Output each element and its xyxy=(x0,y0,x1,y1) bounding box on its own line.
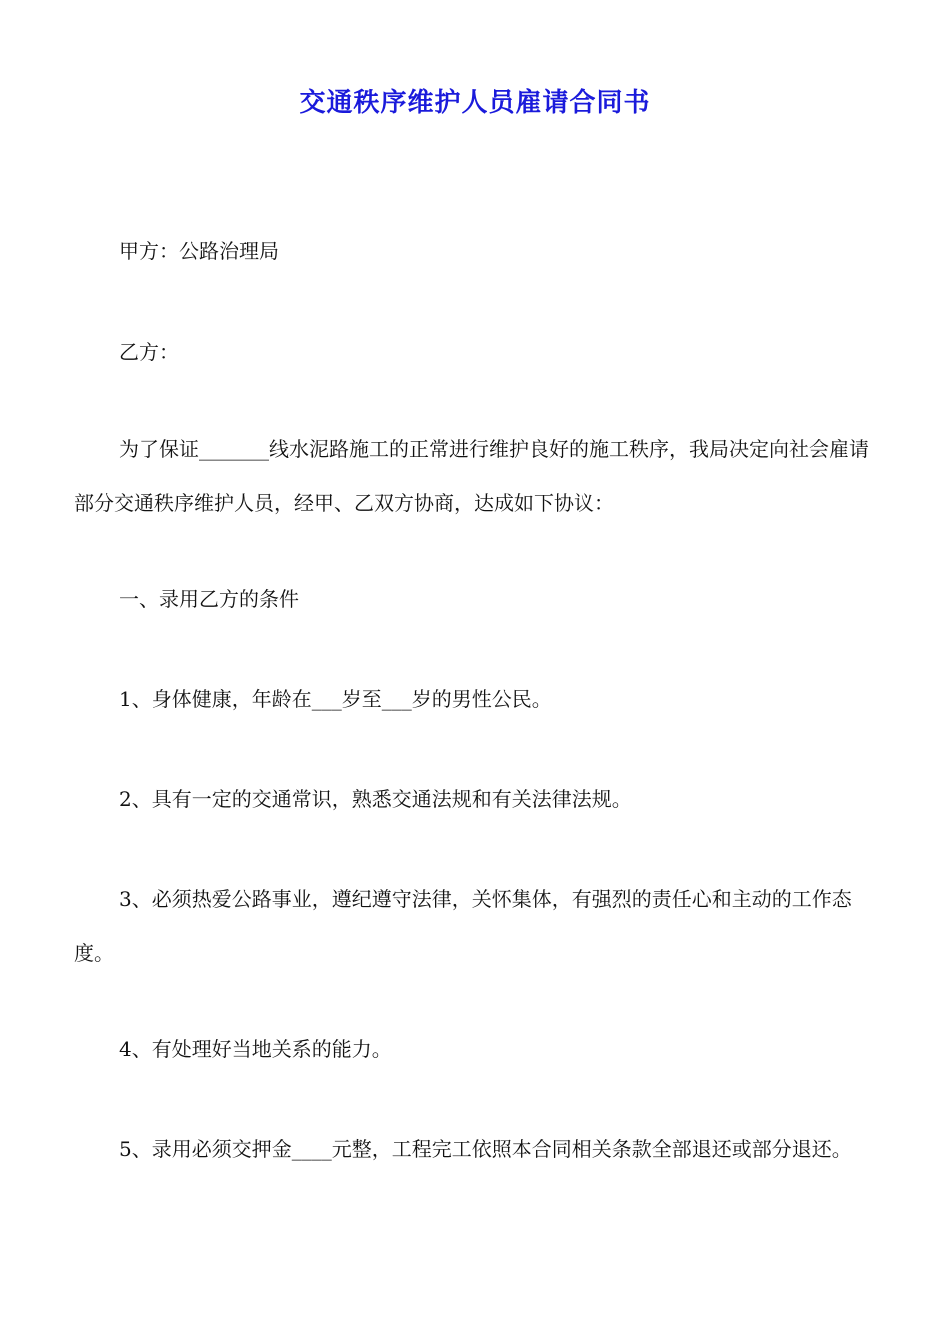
intro-paragraph: 为了保证_______线水泥路施工的正常进行维护良好的施工秩序，我局决定向社会雇请部分交通秩序维护人员，经甲、乙双方协商，达成如下协议： xyxy=(74,437,869,515)
document-title: 交通秩序维护人员雇请合同书 xyxy=(299,88,651,118)
clause-2: 2、具有一定的交通常识，熟悉交通法规和有关法律法规。 xyxy=(119,787,632,811)
clause-3: 3、必须热爱公路事业，遵纪遵守法律，关怀集体，有强烈的责任心和主动的工作态度。 xyxy=(74,887,852,965)
clause-1: 1、身体健康，年龄在___岁至___岁的男性公民。 xyxy=(119,687,552,711)
clause-4: 4、有处理好当地关系的能力。 xyxy=(119,1037,392,1061)
section-heading-1: 一、录用乙方的条件 xyxy=(119,587,299,611)
clause-5: 5、录用必须交押金____元整，工程完工依照本合同相关条款全部退还或部分退还。 xyxy=(119,1137,852,1161)
party-b-line: 乙方： xyxy=(119,340,179,364)
party-a-line: 甲方：公路治理局 xyxy=(119,239,279,263)
